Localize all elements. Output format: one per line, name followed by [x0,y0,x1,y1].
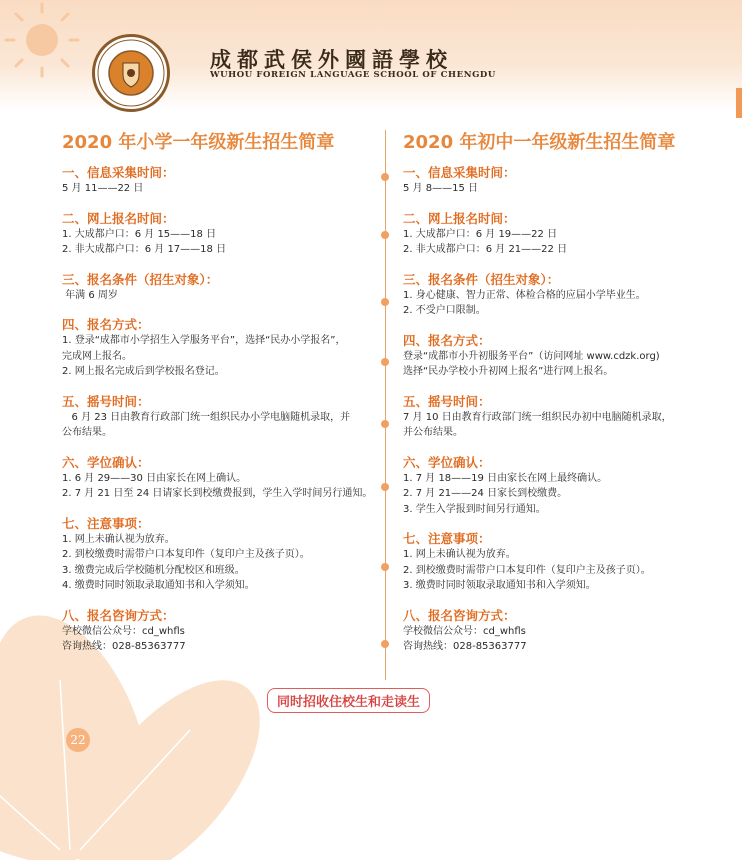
section-line: 选择“民办学校小升初网上报名”进行网上报名。 [403,366,614,377]
section [62,515,392,594]
section-line: 3. 缴费时同时领取录取通知书和入学须知。 [403,580,596,591]
sun-decoration [0,0,90,90]
section-heading: 二、网上报名时间： [62,210,175,226]
section [403,607,733,655]
page-number: 22 [66,728,90,752]
section-line: 完成网上报名。 [62,350,132,362]
section-heading: 四、报名方式： [403,332,491,348]
school-name-chinese: 成都武侯外國語學校 [210,47,453,72]
section-line: 1. 网上未确认视为放弃。 [403,549,516,560]
section-line: 登录“成都市小升初服务平台”（访问网址 www.cdzk.org) [403,350,660,362]
section-heading: 七、注意事项： [403,531,491,546]
section-line: 1. 6 月 29——30 日由家长在网上确认。 [62,472,247,484]
page-edge-tab [736,88,742,118]
section [62,271,392,304]
section-line: 5 月 11——22 日 [62,183,144,194]
section-heading: 六、学位确认： [62,454,150,470]
section [403,530,733,594]
timeline-dot [381,420,389,428]
timeline-dot [381,640,389,648]
section-line: 公布结果。 [62,427,112,438]
section-heading: 五、摇号时间： [403,393,491,409]
section-line: 学校微信公众号：cd_whfls [403,625,526,637]
section-line: 2. 不受户口限制。 [403,305,486,316]
timeline-dot [381,563,389,571]
section [62,607,392,655]
section-line: 5 月 8——15 日 [403,183,478,194]
section-heading: 八、报名咨询方式： [403,607,516,623]
section-line: 并公布结果。 [403,427,463,438]
timeline-dot [381,231,389,239]
section-line: 2. 到校缴费时需带户口本复印件（复印户主及孩子页）。 [403,564,651,576]
section-heading: 二、网上报名时间： [403,210,516,226]
section-line: 2. 非大成都户口：6 月 21——22 日 [403,244,568,255]
section-line: 咨询热线：028-85363777 [62,641,186,652]
timeline-dot [381,298,389,306]
school-logo [92,34,170,112]
section-line: 1. 身心健康、智力正常、体检合格的应届小学毕业生。 [403,289,646,301]
section-line: 2. 非大成都户口：6 月 17——18 日 [62,244,227,255]
primary-sections [62,164,392,655]
middle-sections [403,164,733,655]
section-line: 6 月 23 日由教育行政部门统一组织民办小学电脑随机录取，并 [62,411,351,423]
section [403,393,733,441]
section-heading: 一、信息采集时间： [403,165,516,180]
section-line: 7 月 10 日由教育行政部门统一组织民办初中电脑随机录取， [403,411,672,423]
section-line: 1. 7 月 18——19 日由家长在网上最终确认。 [403,472,608,484]
section-heading: 五、摇号时间： [62,393,150,409]
section-line: 3. 学生入学报到时间另行通知。 [403,503,546,515]
primary-admission-column [62,128,392,668]
section [403,164,733,197]
timeline-dot [381,173,389,181]
section-line: 学校微信公众号：cd_whfls [62,625,185,637]
section [403,454,733,518]
section [403,271,733,319]
section-line: 2. 7 月 21——24 日家长到校缴费。 [403,488,568,499]
section-heading: 四、报名方式： [62,317,150,332]
timeline-dot [381,483,389,491]
middle-admission-column [403,128,733,668]
section-line: 4. 缴费时同时领取录取通知书和入学须知。 [62,580,255,591]
section [62,164,392,197]
section-line: 1. 网上未确认视为放弃。 [62,533,175,545]
boarding-note-badge: 同时招收住校生和走读生 [267,688,430,713]
column-divider [385,130,386,680]
school-crest-icon [95,37,167,109]
section [62,454,392,502]
school-name-english: WUHOU FOREIGN LANGUAGE SCHOOL OF CHENGDU [210,70,496,80]
section-line: 年满 6 周岁 [62,289,118,301]
timeline-dot [381,358,389,366]
section-heading: 八、报名咨询方式： [62,607,175,623]
section-line: 2. 网上报名完成后到学校报名登记。 [62,366,225,377]
section-heading: 一、信息采集时间： [62,165,175,180]
section-heading: 三、报名条件（招生对象）： [62,271,219,287]
section-heading: 七、注意事项： [62,515,150,531]
section-line: 咨询热线：028-85363777 [403,641,527,652]
section [62,210,392,258]
section-heading: 三、报名条件（招生对象）： [403,271,560,287]
section-heading: 六、学位确认： [403,454,491,470]
middle-title: 2020 年初中一年级新生招生简章 [403,132,676,153]
section-line: 2. 7 月 21 日至 24 日请家长到校缴费报到，学生入学时间另行通知。 [62,488,373,499]
section-line: 1. 登录“成都市小学招生入学服务平台”，选择“民办小学报名”， [62,335,346,346]
section [62,316,392,380]
section [403,332,733,380]
primary-title: 2020 年小学一年级新生招生简章 [62,132,335,153]
section [62,393,392,441]
section-line: 2. 到校缴费时需带户口本复印件（复印户主及孩子页）。 [62,549,310,560]
section-line: 3. 缴费完成后学校随机分配校区和班级。 [62,564,245,576]
section-line: 1. 大成都户口：6 月 19——22 日 [403,228,558,240]
section [403,210,733,258]
section-line: 1. 大成都户口：6 月 15——18 日 [62,228,217,240]
